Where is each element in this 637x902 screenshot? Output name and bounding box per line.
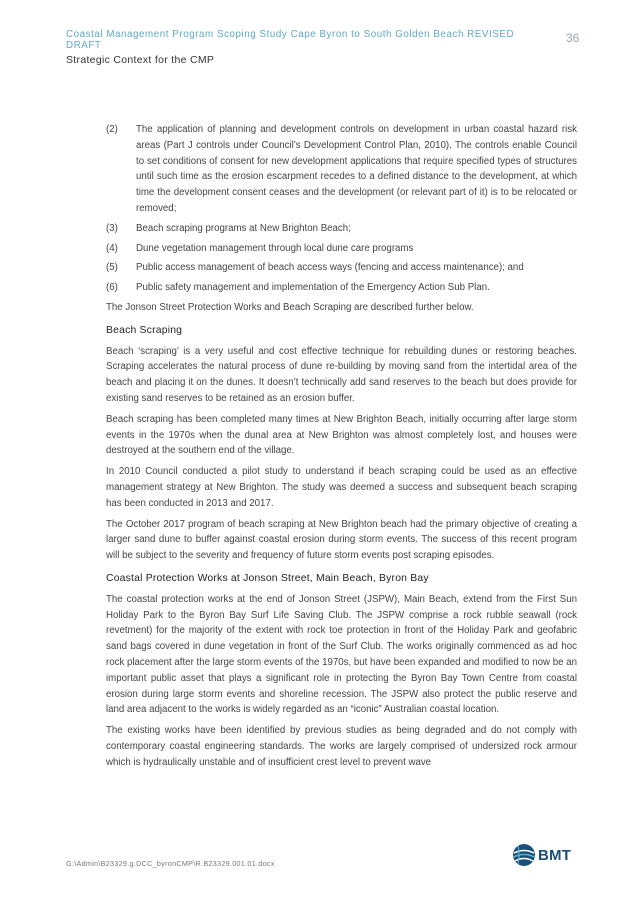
list-item [106,260,577,276]
document-body [106,122,577,775]
list-item-text: Dune vegetation management through local dune care programs [136,242,414,254]
paragraph: Beach scraping has been completed many times at New Brighton Beach, initially occurring after large storm events in the 1970s when the dunal area at New Brighton was almost completely lost, and houses were destroyed at the southern end of the village. [106,413,577,457]
page-number: 36 [566,31,580,45]
paragraph: The coastal protection works at the end of Jonson Street (JSPW), Main Beach, extend from the First Sun Holiday Park to the Byron Bay Surf Life Saving Club. The JSPW comprise a rock rubble seawall (rock revetment) for the majority of the extent with rock toe protection in front of the Holiday Park and geofabric sand bags covered in dune vegetation in front of the Surf Club. The works originally commenced as ad hoc rock placement after the large storm events of the 1970s, but have been expanded and modified to now be an important public asset that plays a significant role in protecting the Byron Bay Town Centre from coastal erosion during large storm events and shoreline recession. The JSPW also protect the public reserve and land area adjacent to the works is widely regarded as an “iconic” Australian coastal location. [106,593,577,716]
list-item [106,280,577,296]
paragraph: Beach ‘scraping’ is a very useful and cost effective technique for rebuilding dunes or restoring beaches. Scraping accelerates the natural process of dune re-building by moving sand from the intertidal area of the beach and placing it on the dunes. It doesn’t technically add sand reserves to the beach but does provide for existing sand reserves to be retained as an erosion buffer. [106,345,577,404]
logo-text: BMT [538,846,572,864]
list-item-text: Public access management of beach access ways (fencing and access maintenance); and [136,262,524,274]
list-item-number: (4) [106,242,118,254]
section-subtitle: Strategic Context for the CMP [66,54,215,66]
file-path: G:\Admin\B23329.g.DCC_byronCMP\R.B23329.001.01.docx [66,859,275,868]
list-item [106,221,577,237]
list-item-text: Public safety management and implementation of the Emergency Action Sub Plan. [136,282,490,294]
list-item-text: The application of planning and development controls on development in urban coastal hazard risk areas (Part J controls under Council’s Development Control Plan, 2010). The controls enable Council to set conditions of consent for new development applications that require specified types of structures until such time as the erosion escarpment recedes to a defined distance to the development, at which time the development consent ceases and the development (or relevant part of it) is to be relocated or removed; [136,124,577,214]
list-item [106,241,577,257]
list-item-number: (2) [106,124,118,135]
list-item-number: (5) [106,262,118,274]
bmt-globe-icon [511,842,537,868]
bmt-logo [511,842,571,868]
list-item-text: Beach scraping programs at New Brighton Beach; [136,222,351,234]
paragraph: The October 2017 program of beach scraping at New Brighton beach had the primary objective of creating a larger sand dune to buffer against coastal erosion during storm events. The success of this recent program will be subject to the severity and frequency of future storm events post scraping episodes. [106,518,577,562]
section-heading-beach-scraping: Beach Scraping [106,324,183,336]
list-item-number: (3) [106,222,118,234]
document-title: Coastal Management Program Scoping Study Cape Byron to South Golden Beach REVISED DRAFT [66,29,515,51]
page-header [66,29,586,66]
paragraph: The existing works have been identified by previous studies as being degraded and do not comply with contemporary coastal engineering standards. The works are largely comprised of undersized rock armour which is hydraulically unstable and of insufficient crest level to prevent wave [106,725,577,768]
list-item-number: (6) [106,282,118,294]
list-item [106,122,577,217]
intro-paragraph: The Jonson Street Protection Works and Beach Scraping are described further below. [106,301,474,313]
paragraph: In 2010 Council conducted a pilot study to understand if beach scraping could be used as an effective management strategy at New Brighton. The study was deemed a success and subsequent beach scraping has been conducted in 2013 and 2017. [106,466,577,509]
numbered-list [106,122,577,296]
section-heading-coastal-protection: Coastal Protection Works at Jonson Street, Main Beach, Byron Bay [106,572,429,584]
